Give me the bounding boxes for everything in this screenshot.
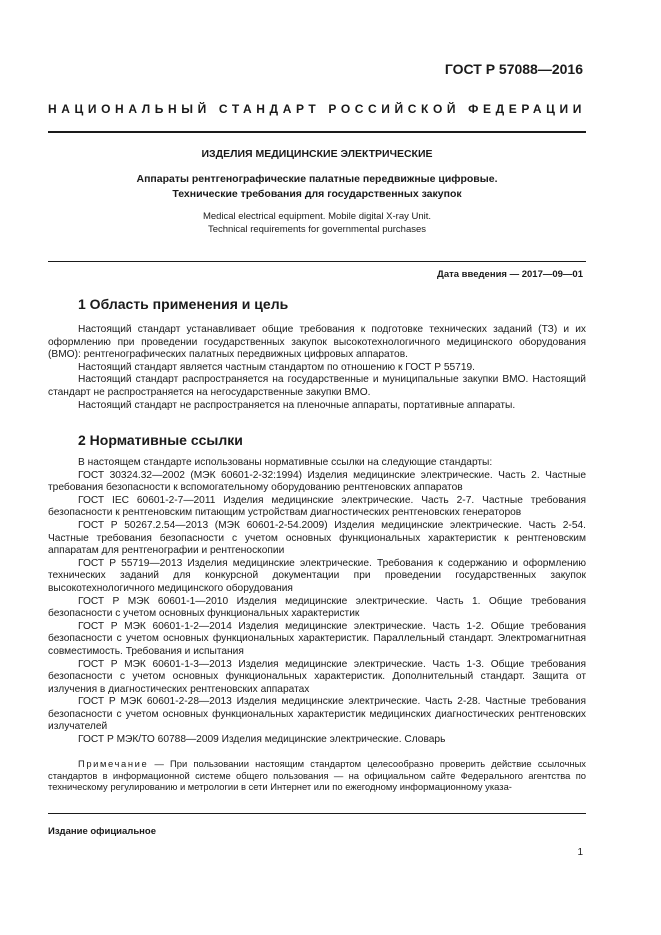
section-2-body — [48, 457, 586, 747]
note-text: — При пользовании настоящим стандартом целесообразно проверить действие ссылочных стандартов в информационной системе общего пользования — на официальном сайте Федерального агентства по техническому регулированию и метрологии в сети Интернет или по ежегодному информационному указа- — [48, 758, 586, 793]
page-number: 1 — [577, 847, 583, 858]
document-code: ГОСТ Р 57088—2016 — [444, 61, 583, 77]
subtitle-line-2: Технические требования для государственных закупок — [172, 188, 462, 200]
normative-reference: ГОСТ Р МЭК/ТО 60788—2009 Изделия медицинские электрические. Словарь — [78, 734, 446, 746]
normative-reference: ГОСТ Р МЭК 60601-1—2010 Изделия медицинские электрические. Часть 1. Общие требования безопасности с учетом основных функциональных характеристик — [48, 595, 586, 620]
english-title-line-2: Technical requirements for governmental purchases — [207, 224, 427, 235]
edition-label: Издание официальное — [48, 826, 156, 837]
section-1-paragraph: Настоящий стандарт не распространяется на пленочные аппараты, портативные аппараты. — [78, 399, 516, 411]
header-divider — [48, 131, 586, 133]
section-2-paragraph: В настоящем стандарте использованы нормативные ссылки на следующие стандарты: — [78, 457, 493, 468]
section-1-paragraph: Настоящий стандарт распространяется на государственные и муниципальные закупки ВМО. Настоящий стандарт не распространяется на негосударственные закупки ВМО. — [48, 374, 586, 398]
title-divider — [48, 261, 586, 262]
introduction-date: Дата введения — 2017—09—01 — [437, 269, 583, 280]
footer-divider — [48, 813, 586, 814]
normative-reference: ГОСТ IEC 60601-2-7—2011 Изделия медицинские электрические. Часть 2-7. Частные требования безопасности к рентгеновским питающим устройствам диагностических рентгеновских генераторов — [48, 494, 586, 519]
section-1-body — [48, 324, 586, 412]
section-2-heading: 2 Нормативные ссылки — [78, 432, 243, 448]
english-title-line-1: Medical electrical equipment. Mobile digital X-ray Unit. — [202, 211, 432, 222]
section-1-paragraph: Настоящий стандарт является частным стандартом по отношению к ГОСТ Р 55719. — [78, 361, 476, 373]
national-standard-title: НАЦИОНАЛЬНЫЙ СТАНДАРТ РОССИЙСКОЙ ФЕДЕРАЦИИ — [48, 102, 586, 116]
normative-reference: ГОСТ Р МЭК 60601-2-28—2013 Изделия медицинские электрические. Часть 2-28. Частные требования безопасности с учетом основных функциональных характеристик медицинских диагностических рентгеновских излучателей — [48, 696, 586, 733]
normative-reference: ГОСТ Р МЭК 60601-1-2—2014 Изделия медицинские электрические. Часть 1-2. Общие требования безопасности с учетом основных функциональных характеристик. Параллельный стандарт. Электромагнитная совместимость. Требования и испытания — [48, 620, 586, 657]
note-paragraph — [48, 758, 586, 793]
normative-reference: ГОСТ 30324.32—2002 (МЭК 60601-2-32:1994) Изделия медицинские электрические. Часть 2. Частные требования безопасности к вспомогательному оборудованию рентгеновских аппаратов — [48, 469, 586, 494]
normative-reference: ГОСТ Р МЭК 60601-1-3—2013 Изделия медицинские электрические. Часть 1-3. Общие требования безопасности с учетом основных функциональных характеристик. Дополнительный стандарт. Защита от излучения в диагностических рентгеновских аппаратах — [48, 658, 586, 695]
subtitle-line-1: Аппараты рентгенографические палатные передвижные цифровые. — [136, 173, 498, 185]
normative-reference: ГОСТ Р 55719—2013 Изделия медицинские электрические. Требования к содержанию и оформлению технических заданий для конкурсной документации при проведении государственных закупок высокотехнологичного медицинского оборудования — [48, 557, 586, 594]
document-title: ИЗДЕЛИЯ МЕДИЦИНСКИЕ ЭЛЕКТРИЧЕСКИЕ — [201, 148, 433, 160]
document-subtitle — [48, 172, 586, 202]
normative-reference: ГОСТ Р 50267.2.54—2013 (МЭК 60601-2-54.2009) Изделия медицинские электрические. Часть 2-54. Частные требования безопасности с учетом основных функциональных характеристик к рентгеновским аппаратам для рентгенографии и рентгеноскопии — [48, 519, 586, 557]
note — [48, 758, 586, 793]
section-1-paragraph: Настоящий стандарт устанавливает общие требования к подготовке технических заданий (ТЗ) и их оформлению при проведении государственных закупок высокотехнологичного медицинского оборудования (ВМО): рентгенографических палатных передвижных цифровых аппаратов. — [48, 324, 586, 361]
english-title — [48, 210, 586, 236]
section-1-heading: 1 Область применения и цель — [78, 296, 289, 312]
note-label: Примечание — [78, 758, 149, 769]
